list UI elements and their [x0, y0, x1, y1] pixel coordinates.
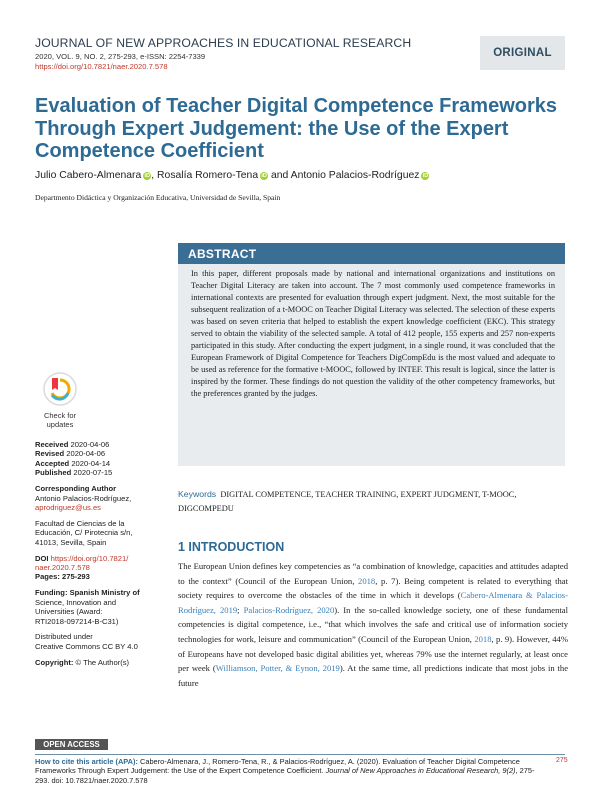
how-to-cite — [35, 757, 540, 785]
doi-info — [35, 554, 170, 563]
address-line: 41013, Sevilla, Spain — [35, 537, 107, 547]
body-text-segment: , p. 9). However, 44% of Europeans have not developed basic digital abilities yet, whereas 79% use the internet regularly, at least once per week ( — [178, 633, 568, 674]
published-date — [35, 468, 170, 477]
date-value: 2020-04-06 — [66, 449, 106, 459]
article-title: Evaluation of Teacher Digital Competence Frameworks Through Expert Judgement: the Use of the Expert Competence Coefficient — [35, 95, 557, 162]
orcid-icon[interactable]: iD — [422, 173, 429, 179]
corresponding-author-label: Corresponding Author — [35, 484, 117, 494]
journal-meta — [35, 52, 205, 72]
body-text-segment: ; — [237, 604, 244, 615]
citation-link[interactable]: Cabero-Almenara & Palacios-Rodríguez, 2019 — [178, 590, 568, 615]
cite-text: Cabero-Almenara, J., Romero-Tena, R., & Palacios-Rodríguez, A. (2020). Evaluation of Teacher Digital Competence Frameworks Through Expert Judgement: the Use of the Expert Competence Coefficient. — [35, 757, 520, 776]
body-text-segment: ). In the so-called knowledge society, one of these fundamental competencies is digital competence, i.e., “that which involves the safe and critical use of information society technologies for work, leisure and communication” (Council of the European Union, — [178, 604, 568, 644]
date-label: Published — [35, 468, 72, 478]
crossmark-label-line: Check for — [43, 411, 77, 420]
funding-line: Funding: Spanish Ministry of — [35, 588, 140, 598]
date-label: Accepted — [35, 458, 70, 468]
citation-link[interactable]: Palacios-Rodríguez, 2020 — [243, 604, 335, 615]
journal-name: JOURNAL OF NEW APPROACHES IN EDUCATIONAL RESEARCH — [35, 36, 412, 50]
keywords-label: Keywords — [178, 489, 217, 499]
keywords-list: DIGITAL COMPETENCE, TEACHER TRAINING, EXPERT JUDGMENT, T-MOOC, DIGCOMPEDU — [178, 490, 517, 513]
introduction-paragraph — [178, 559, 568, 705]
author-affiliation: Departmento Didáctica y Organización Educativa, Universidad de Sevilla, Spain — [35, 193, 281, 202]
address-line: Educación, C/ Pirotecnia s/n, — [35, 528, 133, 538]
address-line: Facultad de Ciencias de la — [35, 518, 125, 528]
crossmark-label-line: updates — [46, 419, 74, 429]
copyright-info — [35, 658, 170, 667]
doi-label: DOI — [35, 553, 49, 563]
funding-line: Universities (Award: — [35, 607, 103, 617]
revised-date — [35, 449, 170, 458]
crossmark-icon — [43, 372, 77, 406]
section-heading-introduction: 1 INTRODUCTION — [178, 540, 285, 554]
date-value: 2020-04-06 — [70, 440, 110, 449]
body-text-segment: The European Union defines key competencies as “a combination of knowledge, capacities and attitudes adapted to the context” (Council of the European Union, — [178, 561, 568, 586]
author-list — [35, 170, 429, 181]
corresponding-author-name: Antonio Palacios-Rodríguez, — [35, 493, 132, 503]
citation-link[interactable]: Williamson, Potter, & Eynon, 2019 — [215, 663, 340, 674]
doi-link[interactable]: https://doi.org/10.7821/ — [50, 553, 129, 563]
keywords — [178, 488, 568, 515]
date-value: 2020-04-14 — [71, 458, 111, 468]
abstract-body: In this paper, different proposals made by national and international organizations and institutions on Teacher Digital Literacy are taken into account. The 7 most commonly used competence frameworks in international contexts are presented for evaluation through expert judgment. Next, the most suitable for the subsequent realization of a t-MOOC on Teacher Digital Literacy was selected. The selection of these experts was based on seven criteria that helped to establish the expert knowledge coefficient (EKC). This strategy served to obtain the viability of the selected sample. A total of 412 people, 155 experts and 257 non-experts participated in this study. After conducting the expert judgment, in a single round, it was concluded that the European Framework of Digital Competence for Teachers DigCompEdu is the most valued and adequate to be used as reference for the formative t-MOOC, followed by INTEF. This result is logical, since the latter is inspired by the former. These findings do not question the validity of the other competency frameworks, but the preferences granted by the judges. — [178, 264, 565, 466]
orcid-icon[interactable]: iD — [261, 173, 267, 179]
cite-label: How to cite this article (APA): — [35, 757, 138, 766]
abstract-heading: ABSTRACT — [178, 243, 565, 264]
article-type-badge: ORIGINAL — [480, 36, 565, 70]
corresponding-author-email[interactable]: aprodriguez@us.es — [35, 502, 101, 512]
crossmark-label — [38, 412, 82, 429]
footer-divider — [35, 754, 565, 755]
license-line: Distributed under — [35, 632, 93, 642]
author-name: and Antonio Palacios-Rodríguez — [268, 170, 420, 181]
journal-volume-line: 2020, VOL. 9, NO. 2, 275-293, e-ISSN: 2254-7339 — [35, 52, 206, 61]
page-number: 275 — [556, 757, 568, 764]
citation-link[interactable]: 2018 — [474, 633, 492, 644]
cite-end: , 275-293. doi: 10.7821/naer.2020.7.578 — [35, 766, 535, 785]
journal-doi-link[interactable]: https://doi.org/10.7821/naer.2020.7.578 — [35, 62, 168, 71]
author-name: , Rosalía Romero-Tena — [151, 170, 259, 181]
citation-link[interactable]: 2018 — [358, 575, 376, 586]
pages-info: Pages: 275-293 — [35, 572, 90, 582]
open-access-badge: OPEN ACCESS — [35, 739, 108, 750]
received-date — [35, 440, 170, 449]
doi-link[interactable]: naer.2020.7.578 — [35, 562, 90, 572]
funding-line: RTI2018-097214-B-C31) — [35, 616, 119, 626]
accepted-date — [35, 459, 170, 468]
orcid-icon[interactable]: iD — [144, 173, 151, 179]
date-label: Received — [35, 440, 69, 449]
body-text-segment: ). At the same time, all predictions indicate that most jobs in the future — [178, 663, 569, 688]
date-label: Revised — [35, 449, 65, 459]
funding-line: Science, Innovation and — [35, 597, 117, 607]
copyright-value: © The Author(s) — [73, 657, 130, 667]
check-for-updates-button[interactable] — [38, 372, 82, 428]
author-name: Julio Cabero-Almenara — [35, 170, 142, 181]
copyright-label: Copyright: — [35, 657, 74, 667]
article-info-sidebar — [35, 440, 170, 667]
license-line: Creative Commons CC BY 4.0 — [35, 641, 138, 651]
cite-journal: Journal of New Approaches in Educational Research, 9(2) — [325, 766, 516, 776]
date-value: 2020-07-15 — [73, 468, 113, 478]
body-text-segment: , p. 7). Being competent is related to everything that society requires to overcome the obstacles of the time in which it develops ( — [178, 575, 568, 601]
